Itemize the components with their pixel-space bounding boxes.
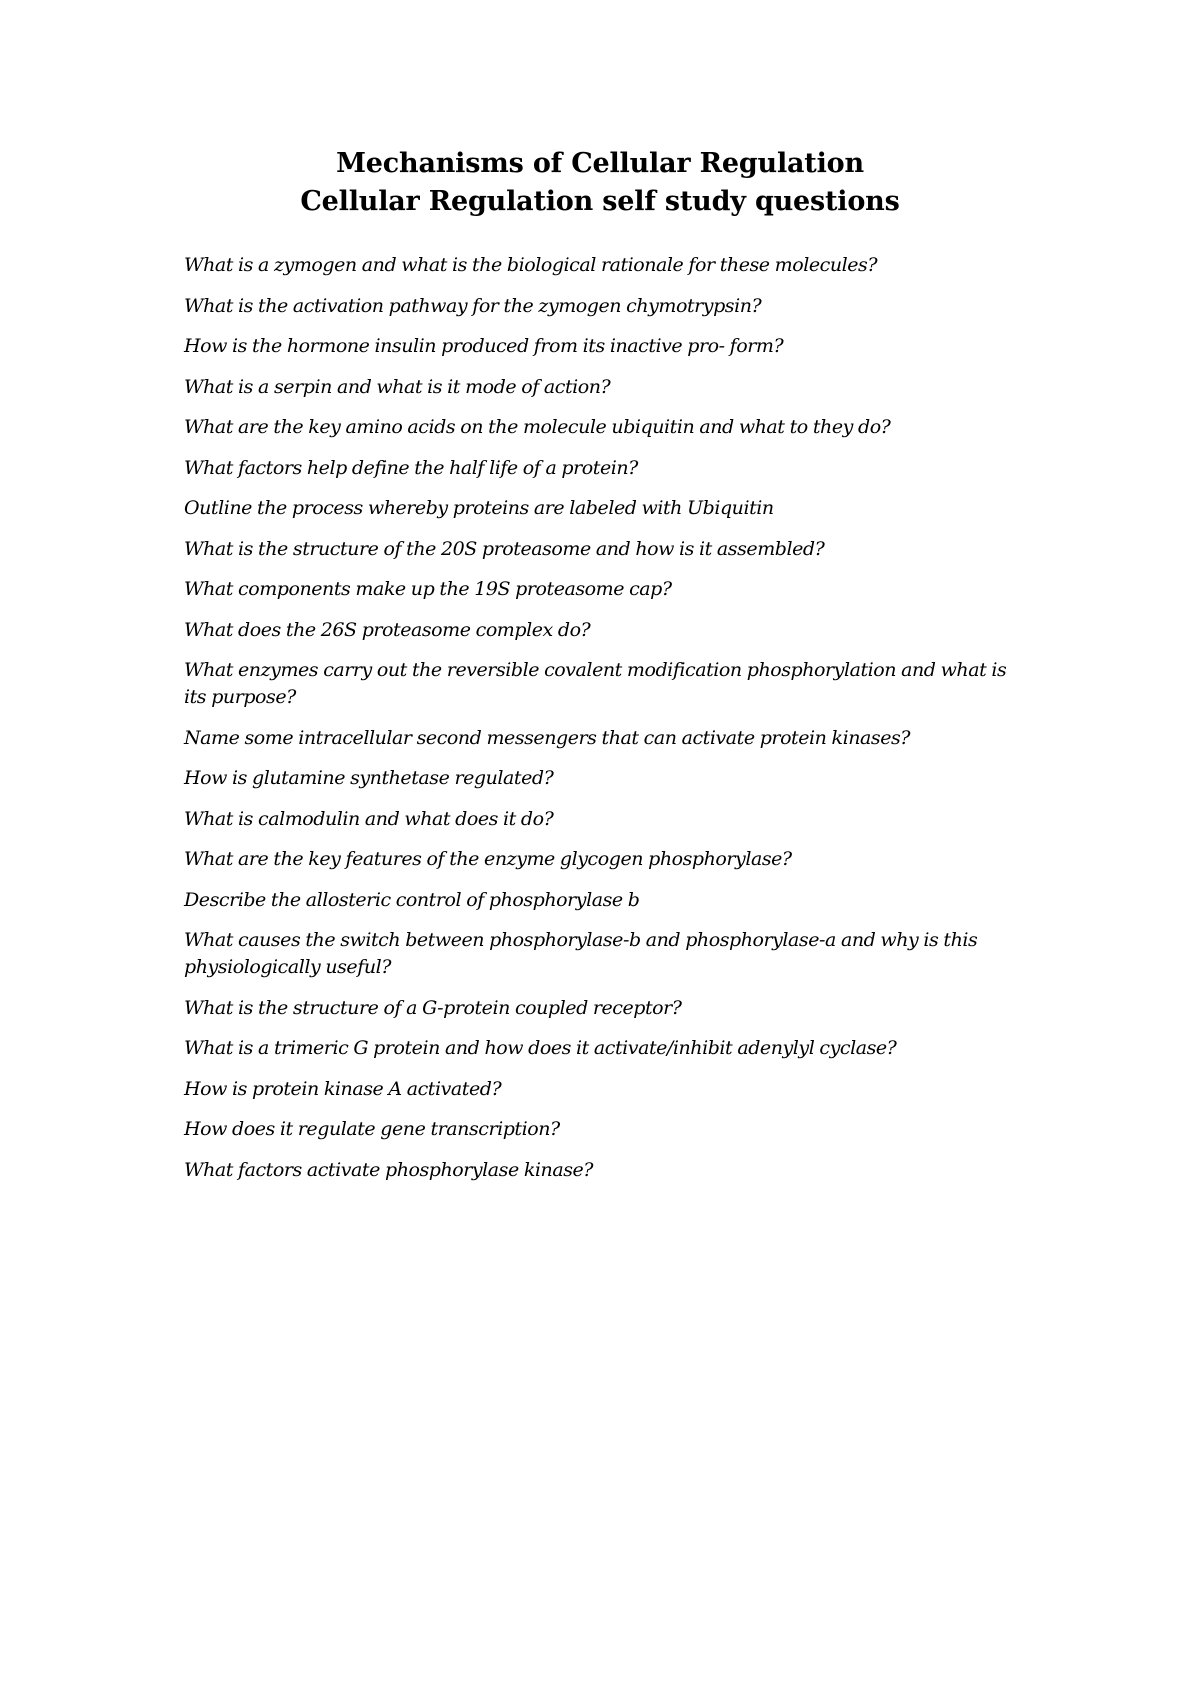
question-item: What is a trimeric G protein and how does it activate/inhibit adenylyl cyclase? bbox=[184, 1037, 897, 1059]
question-list bbox=[184, 252, 1024, 1197]
question-item: What components make up the 19S proteasome cap? bbox=[184, 578, 672, 600]
question-item: What is calmodulin and what does it do? bbox=[184, 807, 554, 830]
question-item: Describe the allosteric control of phosphorylase b bbox=[184, 888, 640, 911]
question-item: Outline the process whereby proteins are labeled with Ubiquitin bbox=[184, 497, 774, 519]
question-item: What enzymes carry out the reversible covalent modification phosphorylation and what is its purpose? bbox=[184, 659, 1007, 708]
question-item: What does the 26S proteasome complex do? bbox=[184, 618, 591, 641]
question-item: What factors activate phosphorylase kinase? bbox=[184, 1158, 594, 1181]
question-item: What are the key features of the enzyme glycogen phosphorylase? bbox=[184, 848, 792, 870]
question-item: What is a zymogen and what is the biological rationale for these molecules? bbox=[184, 254, 878, 276]
question-item: How is protein kinase A activated? bbox=[184, 1077, 502, 1100]
question-item: How is the hormone insulin produced from its inactive pro- form? bbox=[184, 335, 784, 357]
question-item: What causes the switch between phosphorylase-b and phosphorylase-a and why is this physiologically useful? bbox=[184, 929, 978, 978]
title-block bbox=[0, 145, 1200, 221]
question-item: What is the structure of a G-protein coupled receptor? bbox=[184, 996, 682, 1019]
question-item: How does it regulate gene transcription? bbox=[184, 1118, 560, 1140]
question-item: What is a serpin and what is it mode of action? bbox=[184, 375, 611, 398]
question-item: Name some intracellular second messengers that can activate protein kinases? bbox=[184, 726, 911, 749]
question-item: What is the structure of the 20S proteasome and how is it assembled? bbox=[184, 537, 825, 560]
question-item: What is the activation pathway for the zymogen chymotrypsin? bbox=[184, 294, 762, 317]
document-title: Mechanisms of Cellular Regulation bbox=[336, 148, 864, 179]
document-subtitle: Cellular Regulation self study questions bbox=[300, 186, 900, 217]
question-item: How is glutamine synthetase regulated? bbox=[184, 767, 554, 789]
question-item: What are the key amino acids on the molecule ubiquitin and what to they do? bbox=[184, 416, 891, 438]
question-item: What factors help define the half life of a protein? bbox=[184, 456, 638, 479]
